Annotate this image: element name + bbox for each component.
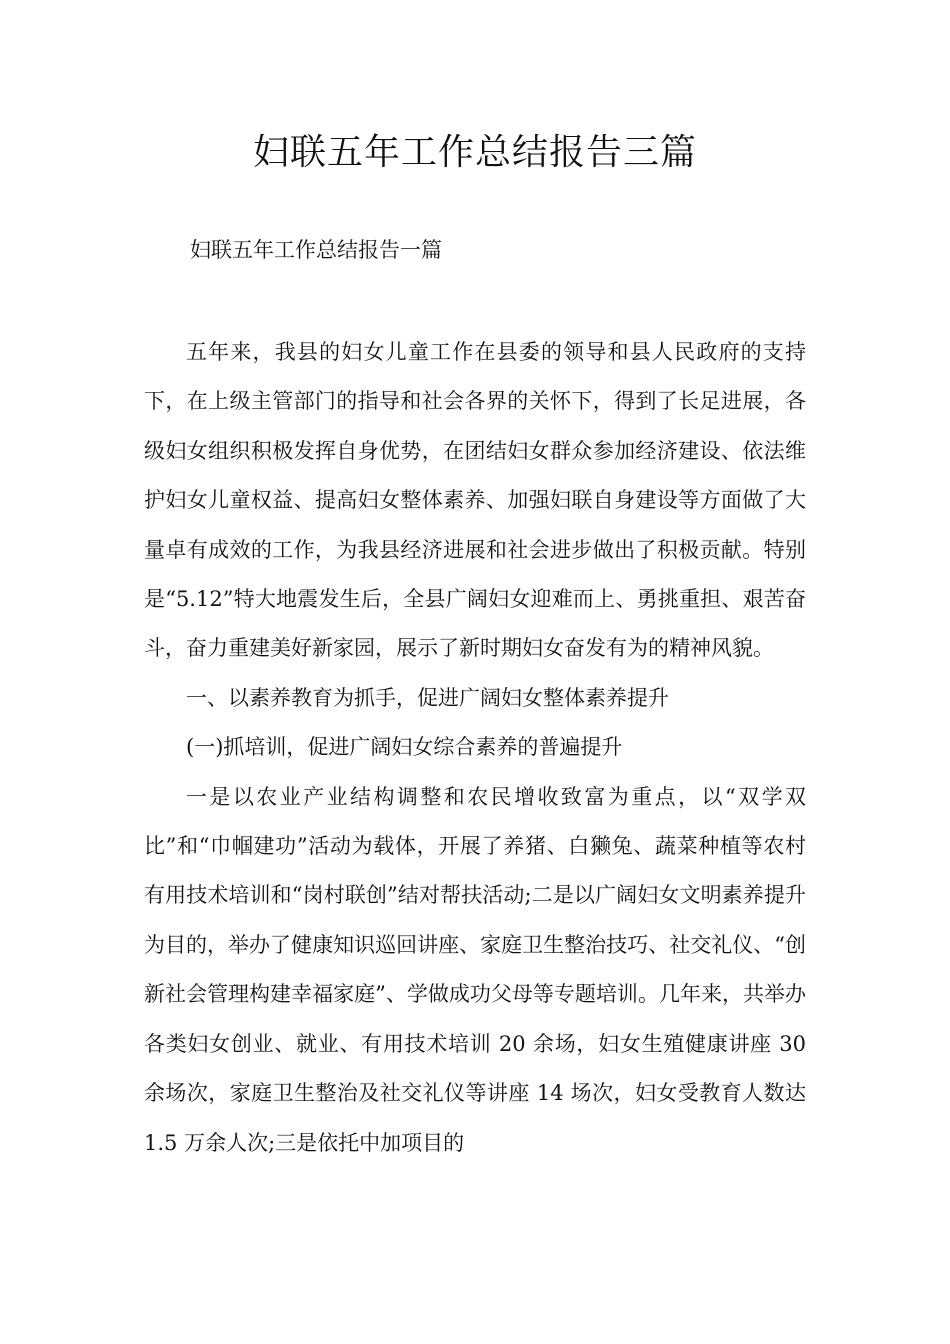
paragraph-intro: 五年来，我县的妇女儿童工作在县委的领导和县人民政府的支持下，在上级主管部门的指导和社会各界的关怀下，得到了长足进展，各级妇女组织积极发挥自身优势，在团结妇女群众参加经济建设、依法维护妇女儿童权益、提高妇女整体素养、加强妇联自身建设等方面做了大量卓有成效的工作，为我县经济进展和社会进步做出了积极贡献。特别是“5.12”特大地震发生后，全县广阔妇女迎难而上、勇挑重担、艰苦奋斗，奋力重建美好新家园，展示了新时期妇女奋发有为的精神风貌。: [144, 340, 806, 661]
document-body: [144, 328, 806, 1168]
paragraph-training: 一是以农业产业结构调整和农民增收致富为重点，以“双学双比”和“巾帼建功”活动为载体，开展了养猪、白獭兔、蔬菜种植等农村有用技术培训和“岗村联创”结对帮扶活动;二是以广阔妇女文明素养提升为目的，举办了健康知识巡回讲座、家庭卫生整治技巧、社交礼仪、“创新社会管理构建幸福家庭”、学做成功父母等专题培训。几年来，共举办各类妇女创业、就业、有用技术培训 20 余场，妇女生殖健康讲座 30 余场次，家庭卫生整治及社交礼仪等讲座 14 场次，妇女受教育人数达 1.5 万余人次;三是依托中加项目的: [144, 784, 806, 1155]
document-subtitle: 妇联五年工作总结报告一篇: [190, 238, 442, 262]
section-heading: 一、以素养教育为抓手，促进广阔妇女整体素养提升: [186, 685, 669, 710]
subsection-heading: (一)抓培训，促进广阔妇女综合素养的普遍提升: [186, 735, 623, 760]
document-title: 妇联五年工作总结报告三篇: [252, 132, 697, 173]
